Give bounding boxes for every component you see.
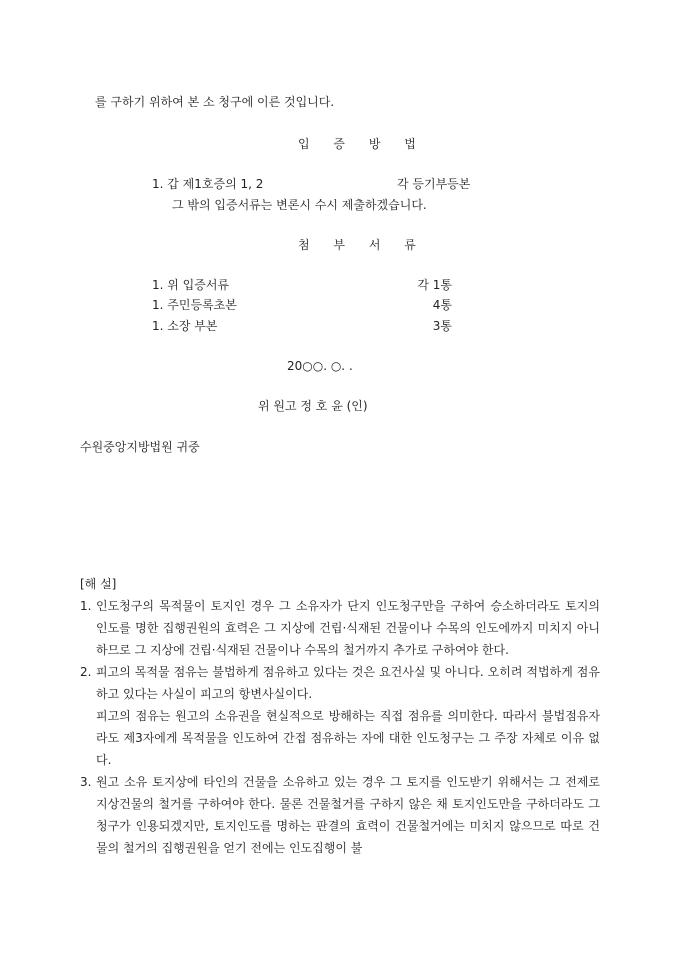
commentary-item — [80, 595, 600, 661]
commentary-item-text: 피고의 목적물 점유는 불법하게 점유하고 있다는 것은 요건사실 및 아니다. 오히려 적법하게 점유하고 있다는 사실이 피고의 항변사실이다. — [96, 665, 600, 701]
attachments-heading: 첨 부 서 류 — [298, 238, 426, 252]
commentary-item-number: 3. — [80, 775, 92, 789]
commentary-item-number: 1. — [80, 599, 92, 613]
attachment-name: 1. 소장 부본 — [152, 319, 218, 333]
attachment-count: 4통 — [432, 298, 452, 312]
commentary-heading: [해 설] — [80, 577, 117, 591]
attachment-name: 1. 위 입증서류 — [152, 278, 230, 292]
evidence-item-1-desc: 각 등기부등본 — [397, 177, 471, 191]
commentary-item-text: 원고 소유 토지상에 타인의 건물을 소유하고 있는 경우 그 토지를 인도받기 위해서는 그 전제로 지상건물의 철거를 구하여야 한다. 물론 건물철거를 구하지 않은 채 토지인도만을 구하더라도 그 청구가 인용되겠지만, 토지인도를 명하는 판결의 효력이 건물철거에는 미치지 않으므로 따로 건물의 철거의 집행권원을 얻기 전에는 인도집행이 불 — [96, 775, 600, 855]
plaintiff-signature: 위 원고 정 호 윤 (인) — [258, 399, 368, 413]
attachment-count: 3통 — [432, 319, 452, 333]
attachment-count: 각 1통 — [417, 278, 452, 292]
commentary-item-number: 2. — [80, 665, 92, 679]
court-addressee: 수원중앙지방법원 귀중 — [80, 440, 200, 454]
filing-date: 20○○. ○. . — [287, 359, 353, 373]
commentary — [80, 573, 600, 859]
evidence-item-2: 그 밖의 입증서류는 변론시 수시 제출하겠습니다. — [172, 198, 427, 212]
evidence-item-1: 1. 갑 제1호증의 1, 2 — [152, 177, 264, 191]
intro-line: 를 구하기 위하여 본 소 청구에 이른 것입니다. — [95, 95, 335, 109]
attachment-name: 1. 주민등록초본 — [152, 298, 237, 312]
commentary-item — [80, 771, 600, 859]
commentary-item — [80, 661, 600, 705]
commentary-item-continuation: 피고의 점유는 원고의 소유권을 현실적으로 방해하는 직접 점유를 의미한다. 따라서 불법점유자라도 제3자에게 목적물을 인도하여 간접 점유하는 자에 대한 인도청구는 그 주장 자체로 이유 없다. — [96, 709, 600, 767]
evidence-heading: 입 증 방 법 — [298, 137, 426, 151]
commentary-item-text: 인도청구의 목적물이 토지인 경우 그 소유자가 단지 인도청구만을 구하여 승소하더라도 토지의 인도를 명한 집행권원의 효력은 그 지상에 건립·식재된 건물이나 수목의 인도에까지 미치지 아니하므로 그 지상에 건립·식재된 건물이나 수목의 철거까지 추가로 구하여야 한다. — [96, 599, 600, 657]
